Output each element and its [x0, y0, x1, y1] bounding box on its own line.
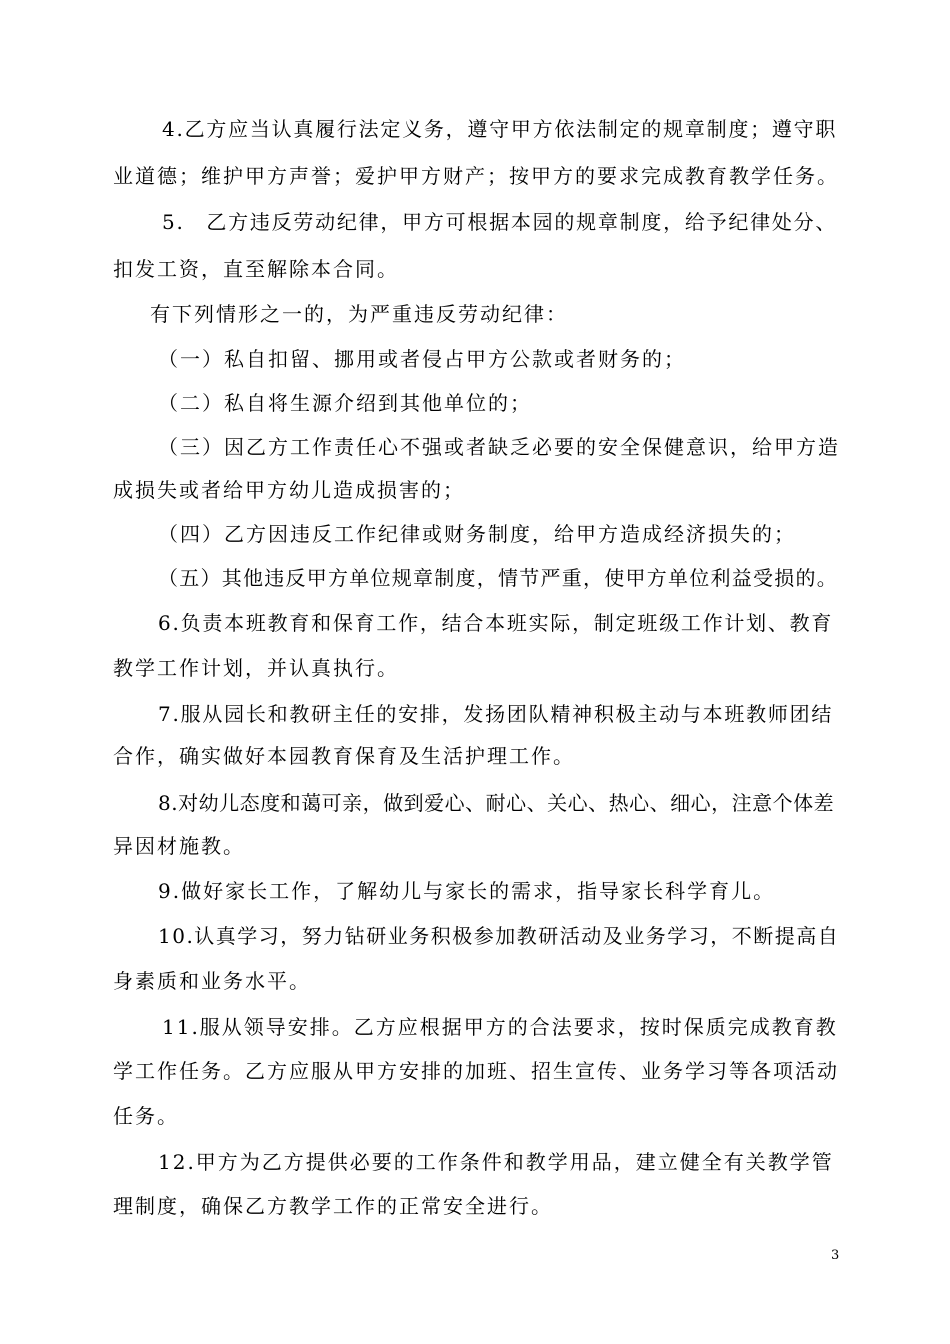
text-line: 有下列情形之一的，为严重违反劳动纪律：	[150, 302, 568, 326]
text-line: 教学工作计划，并认真执行。	[113, 656, 399, 680]
text-line: 任务。	[113, 1104, 179, 1128]
text-line: 成损失或者给甲方幼儿造成损害的；	[113, 478, 465, 502]
text-line: （二）私自将生源介绍到其他单位的；	[158, 391, 532, 415]
text-line: 5. 乙方违反劳动纪律，甲方可根据本园的规章制度，给予纪律处分、	[162, 210, 838, 234]
text-line: 身素质和业务水平。	[113, 969, 311, 993]
text-line: 7.服从园长和教研主任的安排，发扬团队精神积极主动与本班教师团结	[158, 702, 834, 726]
text-line: （一）私自扣留、挪用或者侵占甲方公款或者财务的；	[158, 347, 686, 371]
text-line: 业道德；维护甲方声誉；爱护甲方财产；按甲方的要求完成教育教学任务。	[113, 164, 839, 188]
text-line: 10.认真学习，努力钻研业务积极参加教研活动及业务学习，不断提高自	[158, 924, 840, 948]
text-line: 9.做好家长工作，了解幼儿与家长的需求，指导家长科学育儿。	[158, 879, 776, 903]
text-line: 理制度，确保乙方教学工作的正常安全进行。	[113, 1194, 553, 1218]
text-line: 扣发工资，直至解除本合同。	[113, 257, 399, 281]
text-line: 8.对幼儿态度和蔼可亲，做到爱心、耐心、关心、热心、细心，注意个体差	[158, 791, 835, 815]
text-line: 异因材施教。	[113, 834, 245, 858]
text-line: （四）乙方因违反工作纪律或财务制度，给甲方造成经济损失的；	[158, 522, 796, 546]
text-line: 学工作任务。乙方应服从甲方安排的加班、招生宣传、业务学习等各项活动	[113, 1059, 839, 1083]
page-number: 3	[831, 1248, 840, 1263]
text-line: 11.服从领导安排。乙方应根据甲方的合法要求，按时保质完成教育教	[162, 1015, 838, 1039]
text-line: 6.负责本班教育和保育工作，结合本班实际，制定班级工作计划、教育	[158, 611, 834, 635]
text-line: 合作，确实做好本园教育保育及生活护理工作。	[113, 744, 575, 768]
text-line: 4.乙方应当认真履行法定义务，遵守甲方依法制定的规章制度；遵守职	[162, 117, 838, 141]
text-line: （五）其他违反甲方单位规章制度，情节严重，使甲方单位利益受损的。	[158, 566, 838, 590]
text-line: （三）因乙方工作责任心不强或者缺乏必要的安全保健意识，给甲方造	[158, 435, 840, 459]
text-line: 12.甲方为乙方提供必要的工作条件和教学用品，建立健全有关教学管	[158, 1150, 834, 1174]
